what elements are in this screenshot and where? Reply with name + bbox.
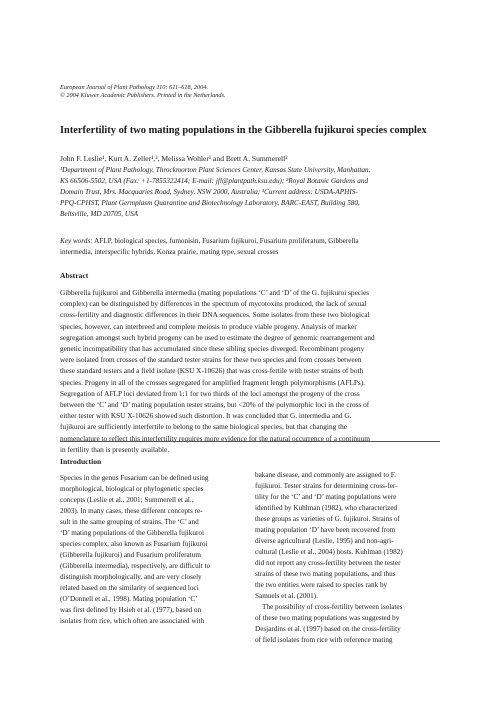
intro-line: (O’Donnell et al., 1998). Mating population ‘C’ xyxy=(60,595,198,603)
intro-line: sult in the same grouping of strains. The ‘C’ and xyxy=(60,518,199,526)
intro-line: Desjardins et al. (1997) based on the cross-fertility xyxy=(255,625,401,633)
intro-line: Species in the genus Fusarium can be defined using xyxy=(60,474,209,482)
intro-line: distinguish morphologically, and are very closely xyxy=(60,573,202,581)
paper-title: Interfertility of two mating populations in the Gibberella fujikuroi species complex xyxy=(60,125,427,136)
abstract-line: either tester with KSU X-10626 showed such distortion. It was concluded that G. intermedia and G. xyxy=(60,411,352,421)
intro-line: diverse agricultural (Leslie, 1995) and non-agri- xyxy=(255,537,394,545)
abstract-line: complex) can be distinguished by differences in the spectrum of mycotoxins produced, the lack of sexual xyxy=(60,299,367,309)
intro-line: cultural (Leslie et al., 2004) hosts. Kuhlman (1982) xyxy=(255,548,403,556)
intro-line: The possibility of cross-fertility between isolates xyxy=(255,603,403,611)
intro-line: (Gibberella intermedia), respectively, are difficult to xyxy=(60,562,211,570)
affiliations xyxy=(60,165,440,220)
introduction-heading: Introduction xyxy=(60,457,102,466)
author-list: John F. Leslie¹, Kurt A. Zeller¹,³, Melissa Wohler¹ and Brett A. Summerell² xyxy=(60,154,288,163)
intro-line: the two entities were raised to species rank by xyxy=(255,581,388,589)
intro-line: tility for the ‘C’ and ‘D’ mating populations were xyxy=(255,493,397,501)
abstract-line: species. Progeny in all of the crosses segregated for amplified fragment length polymorphisms (AFLPs). xyxy=(60,377,365,387)
intro-line: (Gibberella fujikuroi) and Fusarium proliferatum xyxy=(60,551,201,559)
abstract-line: species, however, can interbreed and complete meiosis to produce viable progeny. Analysis of marker xyxy=(60,321,357,331)
intro-line: bakane disease, and commonly are assigned to F. xyxy=(255,471,396,479)
intro-line: ‘D’ mating populations of the Gibberella fujikuroi xyxy=(60,529,204,537)
journal-info xyxy=(60,84,440,100)
section-divider xyxy=(60,441,440,442)
intro-line: related based on the similarity of sequenced loci xyxy=(60,584,199,592)
abstract-line: genetic incompatibility that has accumulated since these sibling species diverged. Recombinant progeny xyxy=(60,344,365,354)
affiliation-line: Domain Trust, Mrs. Macquaries Road, Sydney, NSW 2000, Australia; ³Current address: USDA-APHIS- xyxy=(60,188,358,196)
abstract-line: nomenclature to reflect this interfertility requires more evidence for the natural occurrence of a continuum xyxy=(60,433,370,443)
keywords-line xyxy=(60,236,440,247)
abstract-line: cross-fertility and diagnostic differences in their DNA sequences. Some isolates from these two biological xyxy=(60,310,370,320)
intro-line: strains of these two mating populations, and thus xyxy=(255,570,396,578)
keywords xyxy=(60,236,440,258)
affiliation-line: ¹Department of Plant Pathology, Throckmorton Plant Sciences Center, Kansas State University, Manhattan, xyxy=(60,166,371,174)
abstract-line: in fertility than is presently available. xyxy=(60,444,170,454)
intro-left-column xyxy=(60,456,245,627)
intro-line: 2003). In many cases, these different concepts re- xyxy=(60,507,203,515)
intro-line: of these two mating populations was suggested by xyxy=(255,614,400,622)
journal-citation: European Journal of Plant Pathology 110: 611–618, 2004. xyxy=(60,84,209,91)
intro-line: species complex, also known as Fusarium fujikuroi xyxy=(60,540,208,548)
intro-right-column xyxy=(255,470,440,646)
keywords-text: AFLP, biological species, fumonisin, Fusarium fujikuroi, Fusarium proliferatum, Gibberella xyxy=(94,237,359,245)
intro-line: mating population ‘D’ have been recovered from xyxy=(255,526,396,534)
affiliation-line: KS 66506-5502, USA (Fax: +1-7855322414; E-mail: jfl@plantpath.ksu.edu); ²Royal Botanic Gardens and xyxy=(60,177,369,185)
abstract-heading: Abstract xyxy=(60,271,89,280)
abstract-line: Segregation of AFLP loci deviated from 1:1 for two thirds of the loci amongst the progeny of the cross xyxy=(60,388,360,398)
copyright-line: © 2004 Kluwer Academic Publishers. Printed in the Netherlands. xyxy=(60,92,226,99)
intro-line: these groups as varieties of G. fujikuroi. Strains of xyxy=(255,515,400,523)
abstract-line: these standard testers and a field isolate (KSU X-10626) that was cross-fertile with tester strains of both xyxy=(60,366,364,376)
intro-line: morphological, biological or phylogenetic species xyxy=(60,485,204,493)
intro-line: isolates from rice, which often are associated with xyxy=(60,617,205,625)
keywords-label: Key words: xyxy=(60,237,93,245)
abstract-line: segregation amongst such hybrid progeny can be used to estimate the degree of genomic rearrangement and xyxy=(60,332,375,342)
abstract-line: between the ‘C’ and ‘D’ mating population tester strains, but <20% of the polymorphic loci in the cross of xyxy=(60,400,370,410)
intro-line: fujikuroi. Tester strains for determining cross-fer- xyxy=(255,482,398,490)
keywords-line: intermedia, interspecific hybrids, Konza prairie, mating type, sexual crosses xyxy=(60,248,279,256)
affiliation-line: Beltsville, MD 20705, USA xyxy=(60,210,139,218)
intro-line: of field isolates from rice with reference mating xyxy=(255,636,393,644)
abstract-line: were isolated from crosses of the standard tester strains for these two species and from crosses between xyxy=(60,355,362,365)
intro-line: did not report any cross-fertility between the tester xyxy=(255,559,401,567)
abstract-line: Gibberella fujikuroi and Gibberella intermedia (mating populations ‘C’ and ‘D’ of the G. fujikuroi species xyxy=(60,288,370,297)
intro-line: concepts (Leslie et al., 2001; Summerell et al., xyxy=(60,496,194,504)
intro-line: Samuels et al. (2001). xyxy=(255,592,318,600)
abstract-body xyxy=(60,287,440,455)
abstract-line: fujikuroi are sufficiently interfertile to belong to the same biological species, but that changing the xyxy=(60,422,347,432)
intro-line: was first defined by Hsieh et al. (1977), based on xyxy=(60,606,202,614)
affiliation-line: PPQ-CPHST, Plant Germplasm Quarantine and Biotechnology Laboratory, BARC-EAST, Building 580, xyxy=(60,199,360,207)
intro-line: identified by Kuhlman (1982), who characterized xyxy=(255,504,398,512)
